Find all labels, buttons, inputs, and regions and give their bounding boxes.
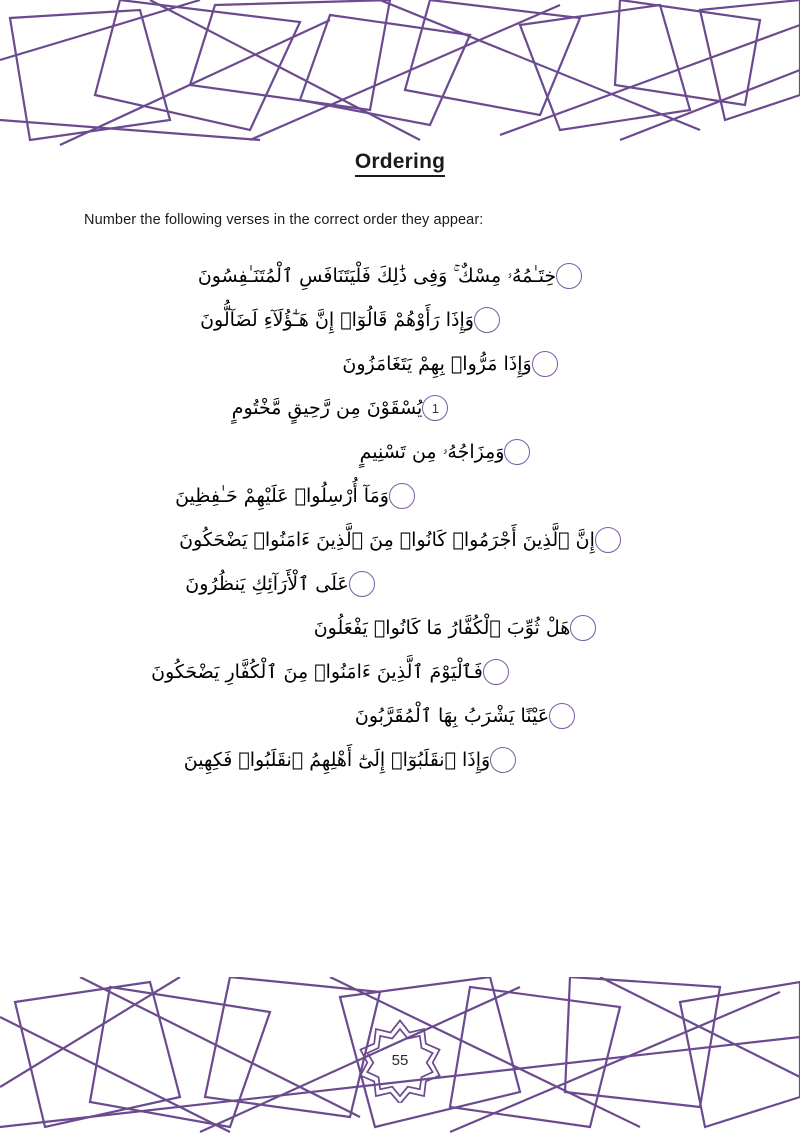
answer-bubble[interactable] xyxy=(483,659,509,685)
verse-text: إِنَّ ٱلَّذِينَ أَجْرَمُوا۟ كَانُوا۟ مِنَ ٱلَّذِينَ ءَامَنُوا۟ يَضْحَكُونَ xyxy=(179,528,595,551)
verse-row xyxy=(60,254,730,298)
verse-row-inner xyxy=(151,658,519,687)
verse-text: عَيْنًا يَشْرَبُ بِهَا ٱلْمُقَرَّبُونَ xyxy=(354,704,550,727)
verse-text: وَمَآ أُرْسِلُوا۟ عَلَيْهِمْ حَـٰفِظِينَ xyxy=(175,484,389,507)
verse-row xyxy=(60,342,730,386)
verse-row-inner xyxy=(200,306,510,335)
answer-bubble[interactable] xyxy=(532,351,558,377)
worksheet-content xyxy=(0,150,800,782)
answer-bubble[interactable] xyxy=(570,615,596,641)
verse-row-inner xyxy=(314,614,607,643)
verse-row xyxy=(60,386,730,430)
verse-row xyxy=(60,298,730,342)
answer-bubble[interactable] xyxy=(389,483,415,509)
answer-bubble[interactable] xyxy=(490,747,516,773)
verse-text: عَلَى ٱلْأَرَآئِكِ يَنظُرُونَ xyxy=(185,572,349,595)
answer-bubble[interactable] xyxy=(549,703,575,729)
verse-text: فَٱلْيَوْمَ ٱلَّذِينَ ءَامَنُوا۟ مِنَ ٱلْكُفَّارِ يَضْحَكُونَ xyxy=(151,660,483,683)
page-footer xyxy=(0,1017,800,1103)
page-title-text: Ordering xyxy=(355,150,445,177)
verse-row xyxy=(60,606,730,650)
verse-row xyxy=(60,738,730,782)
verse-row-inner xyxy=(185,570,385,599)
verse-text: خِتَـٰمُهُۥ مِسْكٌ ۚ وَفِى ذَٰلِكَ فَلْيَتَنَافَسِ ٱلْمُتَنَـٰفِسُونَ xyxy=(197,264,557,287)
verse-row-inner xyxy=(198,262,592,291)
verse-row-inner xyxy=(342,350,567,379)
verse-text: وَإِذَا مَرُّوا۟ بِهِمْ يَتَغَامَزُونَ xyxy=(342,352,532,375)
verse-row xyxy=(60,562,730,606)
instruction-text: Number the following verses in the correct order they appear: xyxy=(84,212,484,228)
verse-text: وَإِذَا ٱنقَلَبُوٓا۟ إِلَىٰٓ أَهْلِهِمُ ٱنقَلَبُوا۟ فَكِهِينَ xyxy=(183,748,491,771)
page-number: 55 xyxy=(391,1051,409,1069)
answer-bubble[interactable] xyxy=(474,307,500,333)
verse-row-inner xyxy=(355,702,585,731)
top-decoration xyxy=(0,0,800,160)
star-ornament xyxy=(357,1017,443,1103)
verse-text: وَإِذَا رَأَوْهُمْ قَالُوٓا۟ إِنَّ هَـٰٓؤُلَآءِ لَضَآلُّونَ xyxy=(200,308,474,331)
verse-row-inner xyxy=(184,746,526,775)
answer-bubble[interactable] xyxy=(595,527,621,553)
verse-row-inner xyxy=(175,482,425,511)
verse-text: هَلْ ثُوِّبَ ٱلْكُفَّارُ مَا كَانُوا۟ يَفْعَلُونَ xyxy=(313,616,571,639)
answer-bubble[interactable] xyxy=(556,263,582,289)
verse-row xyxy=(60,430,730,474)
verse-row xyxy=(60,694,730,738)
verse-text: يُسْقَوْنَ مِن رَّحِيقٍ مَّخْتُومٍ xyxy=(231,396,423,419)
verse-row-inner xyxy=(179,526,631,555)
answer-bubble[interactable] xyxy=(349,571,375,597)
verse-row-inner xyxy=(360,438,541,467)
verse-list xyxy=(0,254,800,782)
verse-row xyxy=(60,518,730,562)
verse-row xyxy=(60,474,730,518)
page-title xyxy=(0,150,800,174)
verse-row-inner xyxy=(232,394,459,423)
answer-bubble[interactable]: 1 xyxy=(422,395,448,421)
answer-bubble[interactable] xyxy=(504,439,530,465)
verse-row xyxy=(60,650,730,694)
verse-text: وَمِزَاجُهُۥ مِن تَسْنِيمٍ xyxy=(359,440,505,463)
